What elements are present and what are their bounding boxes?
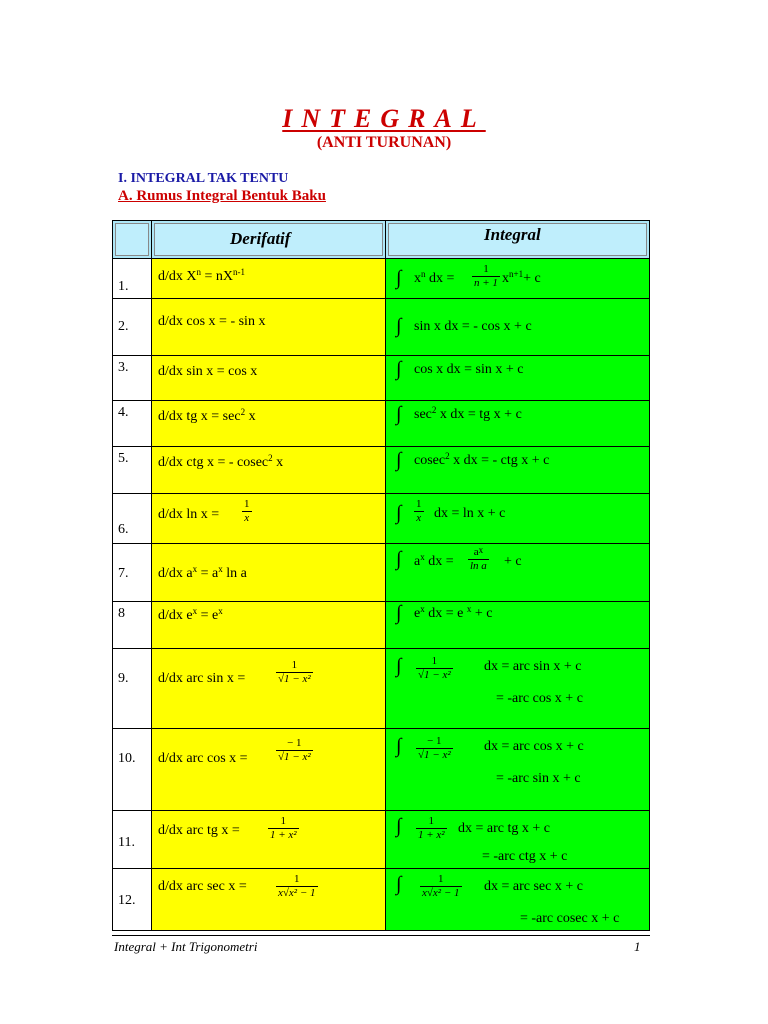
formula-table	[112, 220, 650, 931]
integral-fraction: $\frac{1}{x}$	[416, 498, 422, 524]
derivative-formula: d/dx $a^x = a^x$ ln a	[158, 564, 247, 581]
table-row	[113, 356, 650, 401]
derivative-fraction: $\frac{1}{x}$	[244, 498, 250, 524]
integral-formula-tail: + c	[504, 554, 522, 569]
derivative-fraction: $\frac{1}{\text{1 + x²}}$	[270, 815, 297, 841]
row-number: 2.	[118, 319, 129, 334]
table-row	[113, 649, 650, 729]
row-number: 12.	[118, 893, 136, 908]
integral-formula: $a^x$ dx =	[414, 552, 454, 569]
integral-fraction: $\frac{1}{\text{x√x² − 1}}$	[422, 873, 460, 899]
footer-title: Integral + Int Trigonometri	[114, 939, 258, 954]
integral-sign: ∫	[396, 315, 402, 337]
row-number: 6.	[118, 522, 129, 537]
page-number: 1	[634, 939, 641, 954]
integral-formula-alt: = -arc cos x + c	[496, 691, 583, 706]
section-heading: I. INTEGRAL TAK TENTU	[118, 171, 289, 186]
derivative-formula: d/dx cos x = - sin x	[158, 314, 266, 329]
derivative-formula: d/dx arc sin x =	[158, 671, 246, 686]
table-row	[113, 259, 650, 299]
derivative-formula: d/dx ln x =	[158, 507, 220, 522]
table-row	[113, 811, 650, 869]
integral-formula-alt: = -arc cosec x + c	[520, 911, 620, 926]
derivative-fraction: $\frac{1}{\text{x√x² − 1}}$	[278, 873, 316, 899]
header-derivative: Derifatif	[230, 229, 291, 248]
integral-formula: cos x dx = sin x + c	[414, 362, 524, 377]
derivative-fraction: $\frac{1}{\text{√1 − x²}}$	[278, 659, 311, 685]
integral-formula-tail: $x^{n+1}+ c$	[502, 269, 541, 286]
integral-fraction: $\frac{1}{\text{1 + x²}}$	[418, 815, 445, 841]
table-row	[113, 544, 650, 602]
row-number: 1.	[118, 279, 129, 294]
derivative-fraction: $\frac{- 1}{\text{√1 − x²}}$	[278, 737, 311, 763]
header-integral: Integral	[484, 225, 541, 244]
integral-sign: ∫	[396, 449, 402, 471]
integral-sign: ∫	[396, 502, 402, 524]
table-row	[113, 494, 650, 544]
footer-divider	[112, 935, 650, 936]
integral-formula: cosec$^2$ x dx = - ctg x + c	[414, 451, 550, 468]
derivative-formula: d/dx arc sec x =	[158, 879, 247, 894]
table-row	[113, 729, 650, 811]
row-number: 10.	[118, 751, 136, 766]
derivative-formula: d/dx $X^n = nX^{n-1}$	[158, 267, 246, 284]
integral-formula: dx = arc sin x + c	[484, 659, 582, 674]
subsection-heading: A. Rumus Integral Bentuk Baku	[118, 188, 326, 204]
header-integral-cell	[386, 221, 650, 259]
page-title: INTEGRAL	[282, 104, 486, 133]
row-number: 11.	[118, 835, 135, 850]
derivative-formula: d/dx sin x = cos x	[158, 364, 258, 379]
integral-fraction: $\frac{1}{n + 1}$	[474, 263, 498, 289]
row-number: 4.	[118, 405, 129, 420]
derivative-formula: d/dx arc tg x =	[158, 823, 240, 838]
header-num-cell	[113, 221, 152, 259]
integral-sign: ∫	[396, 602, 402, 624]
integral-sign: ∫	[396, 815, 402, 837]
page-subtitle: (ANTI TURUNAN)	[316, 134, 452, 151]
integral-sign: ∫	[396, 655, 402, 677]
row-number: 8	[118, 606, 125, 621]
derivative-formula: d/dx arc cos x =	[158, 751, 248, 766]
integral-formula: dx = arc tg x + c	[458, 821, 550, 836]
integral-formula-alt: = -arc ctg x + c	[482, 849, 568, 864]
integral-sign: ∫	[396, 548, 402, 570]
derivative-formula: d/dx tg $x = \sec^2 x$	[158, 407, 256, 424]
integral-sign: ∫	[396, 358, 402, 380]
integral-formula: $x^n$ dx =	[414, 269, 455, 286]
header-derivative-cell	[152, 221, 386, 259]
derivative-formula: d/dx ctg x = - cosec$^2$ x	[158, 453, 284, 470]
integral-formula-alt: = -arc sin x + c	[496, 771, 581, 786]
integral-formula: dx = arc cos x + c	[484, 739, 584, 754]
integral-fraction: $\frac{1}{\text{√1 − x²}}$	[418, 655, 451, 681]
integral-formula: $\sec^2 x$ dx = tg x + c	[414, 405, 522, 422]
integral-formula: sin x dx = - cos x + c	[414, 319, 532, 334]
integral-sign: ∫	[396, 873, 402, 895]
row-number: 5.	[118, 451, 129, 466]
integral-formula: $e^x$ dx = e $^x$ + c	[414, 604, 493, 621]
table-row	[113, 401, 650, 447]
row-number: 9.	[118, 671, 129, 686]
integral-sign: ∫	[396, 403, 402, 425]
table-row	[113, 299, 650, 356]
integral-fraction: $\frac{a^x}{\text{ln a}}$	[470, 545, 487, 572]
integral-fraction: $\frac{- 1}{\text{√1 − x²}}$	[418, 735, 451, 761]
integral-formula: dx = arc sec x + c	[484, 879, 583, 894]
integral-sign: ∫	[396, 735, 402, 757]
integral-sign: ∫	[396, 267, 402, 289]
integral-formula: dx = ln x + c	[434, 506, 506, 521]
table-row	[113, 602, 650, 649]
row-number: 3.	[118, 360, 129, 375]
table-row	[113, 869, 650, 931]
row-number: 7.	[118, 566, 129, 581]
derivative-formula: d/dx $e^x = e^x$	[158, 606, 223, 623]
table-header-row	[113, 221, 650, 259]
table-row	[113, 447, 650, 494]
